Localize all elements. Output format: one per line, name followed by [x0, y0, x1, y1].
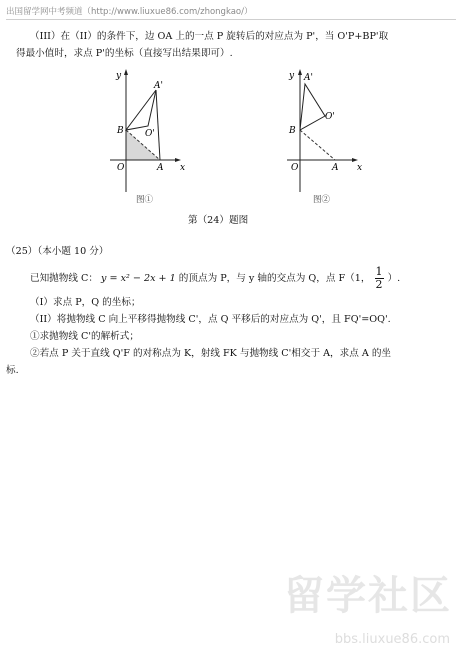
q25-heading: （25）（本小题 10 分）: [6, 246, 109, 257]
fig2-label-o-prime: O': [325, 112, 335, 122]
fig1-y-arrow: [124, 69, 128, 75]
fig2-label-a: A: [332, 163, 339, 173]
q25-line1-prefix: 已知抛物线 C：: [30, 273, 98, 284]
figure-2: [287, 64, 377, 210]
q25-line4: ①求抛物线 C'的解析式；: [30, 331, 139, 342]
q25-fraction: [375, 266, 384, 291]
figure-1: [108, 64, 198, 210]
fig2-label-a-prime: A': [304, 73, 313, 83]
fig1-segment-a-prime-a: [156, 90, 160, 160]
fig2-x-arrow: [352, 158, 358, 162]
q25-line1: [30, 266, 400, 291]
figure-title: 第（24）题图: [188, 215, 249, 226]
q25-line1-mid: 的顶点为 P，与 y 轴的交点为 Q，点 F（1，: [178, 273, 371, 284]
q24-part3-line1: （III）在（II）的条件下，边 OA 上的一点 P 旋转后的对应点为 P'，当 O'P+BP'取: [30, 31, 389, 42]
fig2-label-b: B: [289, 126, 296, 136]
q25-parabola-formula: y = x² − 2x + 1: [101, 273, 176, 284]
q25-line5: ②若点 P 关于直线 Q'F 的对称点为 K，射线 FK 与抛物线 C'相交于 A，求点 A 的坐: [30, 348, 392, 359]
q25-line3: （II）将抛物线 C 向上平移得抛物线 C'，点 Q 平移后的对应点为 Q'，且 FQ'=OQ'.: [30, 314, 391, 325]
watermark-logo: 留学社区: [284, 573, 452, 619]
page-header: 出国留学网中考频道（http://www.liuxue86.com/zhongkao/）: [6, 5, 456, 20]
q25-fraction-numerator: 1: [375, 265, 383, 278]
fig2-y-arrow: [298, 69, 302, 75]
fig1-caption: 图①: [136, 195, 154, 205]
fig1-label-b: B: [117, 126, 124, 136]
fig2-label-y: y: [289, 71, 295, 81]
fig1-label-o: O: [117, 163, 125, 173]
fig1-label-x: x: [180, 163, 186, 173]
q25-line2: （I）求点 P，Q 的坐标；: [30, 297, 141, 308]
q25-line1-suffix: ）.: [387, 273, 401, 284]
watermark-url: bbs.liuxue86.com: [334, 632, 450, 647]
fig2-caption: 图②: [313, 195, 331, 205]
q25-fraction-denominator: 2: [375, 278, 383, 291]
fig2-segment-ba: [300, 130, 335, 160]
q25-line6: 标.: [6, 365, 19, 376]
fig1-rotated-triangle: [126, 90, 156, 130]
fig2-rotated-triangle: [300, 84, 325, 130]
fig1-label-a-prime: A': [154, 81, 163, 91]
q24-part3-line2: 得最小值时，求点 P'的坐标（直接写出结果即可）.: [16, 48, 233, 59]
fig1-label-y: y: [116, 71, 122, 81]
fig1-label-o-prime: O': [145, 129, 155, 139]
fig1-label-a: A: [157, 163, 164, 173]
fig2-label-o: O: [291, 163, 299, 173]
fig1-x-arrow: [175, 158, 181, 162]
fig2-label-x: x: [357, 163, 363, 173]
